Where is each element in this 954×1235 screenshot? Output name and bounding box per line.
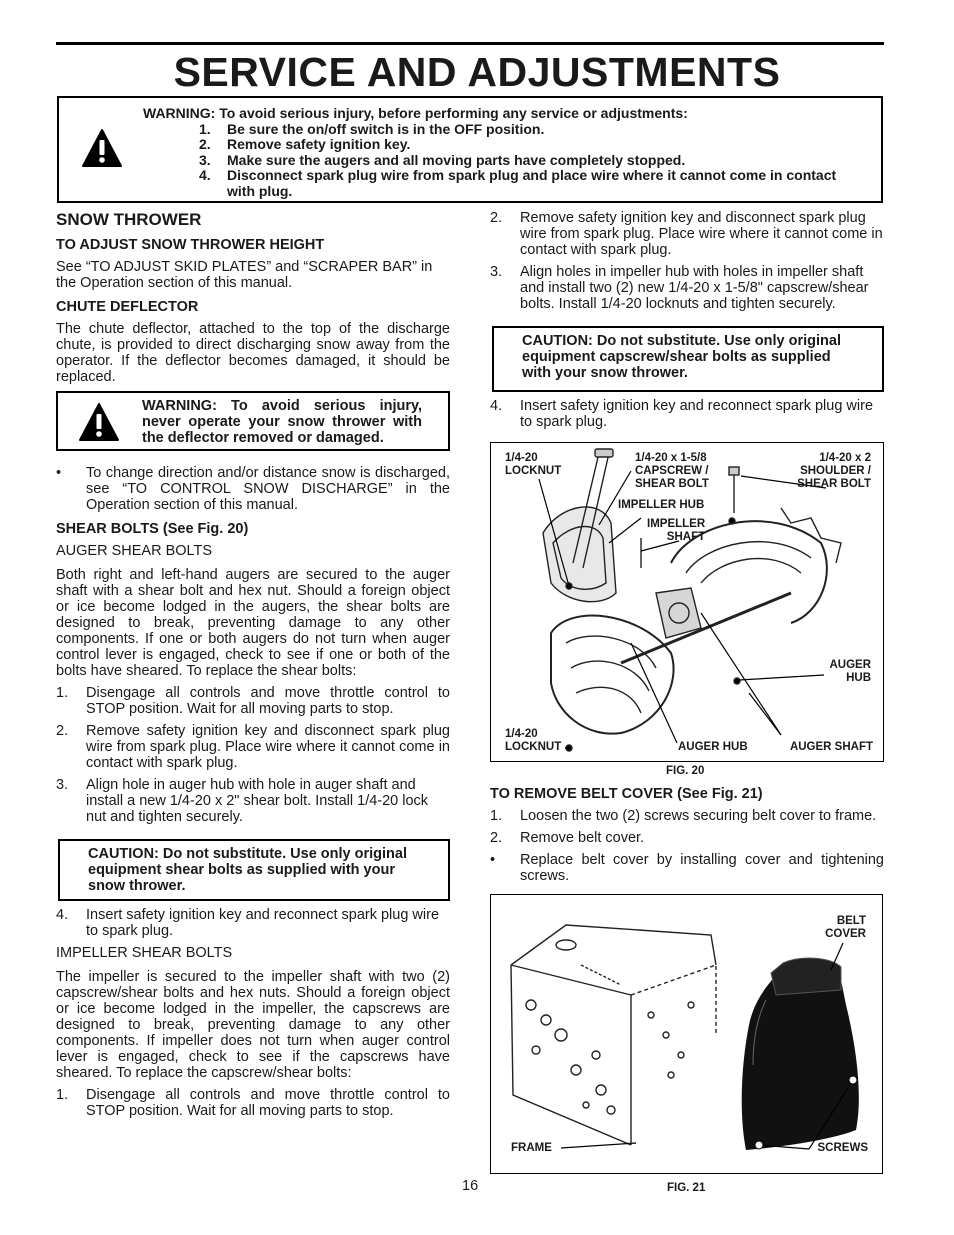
- fig21-frame: [490, 894, 883, 1174]
- fig21-label-belt-cover: BELT COVER: [825, 915, 866, 940]
- fig20-caption: FIG. 20: [666, 765, 705, 777]
- warning-triangle-icon: [78, 402, 120, 442]
- fig20-label-locknut-bottom: 1/4-20 LOCKNUT: [505, 728, 562, 753]
- height-text: See “TO ADJUST SKID PLATES” and “SCRAPER BAR” in the Operation section of this manual.: [56, 259, 433, 291]
- chute-heading: CHUTE DEFLECTOR: [56, 299, 199, 315]
- top-warning-text: [143, 106, 836, 199]
- list-item: 1. Disengage all controls and move throttle control to STOP position. Wait for all moving parts to stop.: [56, 1087, 450, 1119]
- impeller-caution-box: CAUTION: Do not substitute. Use only original equipment capscrew/shear bolts as supplied with your snow thrower.: [492, 326, 884, 392]
- list-item: • Replace belt cover by installing cover and tightening screws.: [490, 852, 884, 884]
- fig21-label-frame: FRAME: [511, 1142, 552, 1154]
- impeller-text: The impeller is secured to the impeller shaft with two (2) capscrew/shear bolts and hex nuts. Should a foreign object or ice become lodged in the impeller, the capscrews are designed to break, preventing damage to any other components. If impeller does not turn when auger control lever is engaged, check to see if the capscrews have sheared. To replace the capscrew/shear bolts:: [56, 969, 450, 1081]
- list-item: 3. Align holes in impeller hub with holes in impeller shaft and install two (2) new 1/4-20 x 1-5/8" capscrew/shear bolts. Install 1/4-20 locknuts and tighten securely.: [490, 264, 869, 312]
- list-item: 2. Remove belt cover.: [490, 830, 645, 846]
- auger-caution-box: CAUTION: Do not substitute. Use only original equipment shear bolts as supplied with your snow thrower.: [58, 839, 450, 901]
- list-item: 2. Remove safety ignition key and disconnect spark plug wire from spark plug. Place wire where it cannot come in contact with spark plug.: [490, 210, 883, 258]
- fig20-label-locknut-top: 1/4-20 LOCKNUT: [505, 452, 562, 477]
- impeller-subheading: IMPELLER SHEAR BOLTS: [56, 945, 233, 961]
- list-item: 2. Remove safety ignition key and disconnect spark plug wire from spark plug. Place wire where it cannot come in contact with spark plug.: [56, 723, 450, 771]
- top-warning-box: [57, 96, 883, 203]
- section-heading: SNOW THROWER: [56, 210, 202, 229]
- warning-lead: WARNING: To avoid serious injury, before performing any service or adjustments:: [143, 105, 688, 121]
- auger-text: Both right and left-hand augers are secured to the auger shaft with a shear bolt and hex nut. Should a foreign object or ice become lodged in the augers, the shear bolts are designed to break, preventing damage to any other components. If one or both augers do not turn when auger control lever is engaged, check to see if one or both of the bolts have sheared. To replace the shear bolts:: [56, 567, 450, 679]
- warning-step-cont: with plug.: [227, 182, 293, 199]
- left-column: [56, 210, 450, 1125]
- fig20-label-auger-hub-right: AUGER HUB: [829, 659, 871, 684]
- fig20-label-auger-shaft: AUGER SHAFT: [789, 741, 873, 753]
- warning-step: 1. Be sure the on/off switch is in the OFF position.: [199, 120, 545, 137]
- belt-cover-illustration: [491, 895, 881, 1172]
- right-column: [490, 210, 884, 436]
- warning-step: 3. Make sure the augers and all moving parts have completely stopped.: [199, 151, 686, 168]
- page-title: SERVICE AND ADJUSTMENTS: [173, 49, 781, 95]
- auger-subheading: AUGER SHEAR BOLTS: [56, 543, 213, 559]
- fig21-label-screws: SCREWS: [817, 1142, 868, 1154]
- fig20-label-impeller-shaft: IMPELLER SHAFT: [647, 518, 706, 543]
- list-item: 1. Disengage all controls and move throttle control to STOP position. Wait for all moving parts to stop.: [56, 685, 450, 717]
- chute-warning-text: WARNING: To avoid serious injury, never operate your snow thrower with the deflector removed or damaged.: [142, 398, 422, 446]
- fig20-label-shoulder-bolt: 1/4-20 x 2 SHOULDER / SHEAR BOLT: [797, 452, 871, 490]
- list-item: 4. Insert safety ignition key and reconnect spark plug wire to spark plug.: [56, 907, 440, 939]
- chute-warning-box: [56, 391, 450, 451]
- warning-step: 4. Disconnect spark plug wire from spark plug and place wire where it cannot come in contact: [199, 167, 837, 183]
- list-item: 3. Align hole in auger hub with hole in auger shaft and install a new 1/4-20 x 2" shear bolt. Install 1/4-20 lock nut and tighten securely.: [56, 777, 429, 825]
- fig20-frame: [490, 442, 884, 762]
- chute-text: The chute deflector, attached to the top of the discharge chute, is provided to direct discharging snow away from the operator. If the deflector becomes damaged, it should be replaced.: [56, 321, 450, 385]
- shear-heading: SHEAR BOLTS (See Fig. 20): [56, 521, 249, 537]
- warning-step: 2. Remove safety ignition key.: [199, 136, 411, 152]
- warning-triangle-icon: [81, 128, 123, 168]
- fig21-caption: FIG. 21: [667, 1182, 706, 1194]
- list-item: • To change direction and/or distance snow is discharged, see “TO CONTROL SNOW DISCHARGE” in the Operation section of this manual.: [56, 465, 450, 513]
- height-heading: TO ADJUST SNOW THROWER HEIGHT: [56, 237, 325, 253]
- belt-heading: TO REMOVE BELT COVER (See Fig. 21): [490, 786, 763, 802]
- fig20-label-auger-hub: AUGER HUB: [678, 741, 748, 753]
- top-rule: [56, 42, 884, 45]
- fig20-label-capscrew: 1/4-20 x 1-5/8 CAPSCREW / SHEAR BOLT: [635, 452, 709, 490]
- belt-section: [490, 786, 884, 890]
- list-item: 1. Loosen the two (2) screws securing belt cover to frame.: [490, 808, 877, 824]
- page-number: 16: [462, 1178, 479, 1194]
- fig20-label-impeller-hub: IMPELLER HUB: [618, 499, 705, 511]
- list-item: 4. Insert safety ignition key and reconnect spark plug wire to spark plug.: [490, 398, 874, 430]
